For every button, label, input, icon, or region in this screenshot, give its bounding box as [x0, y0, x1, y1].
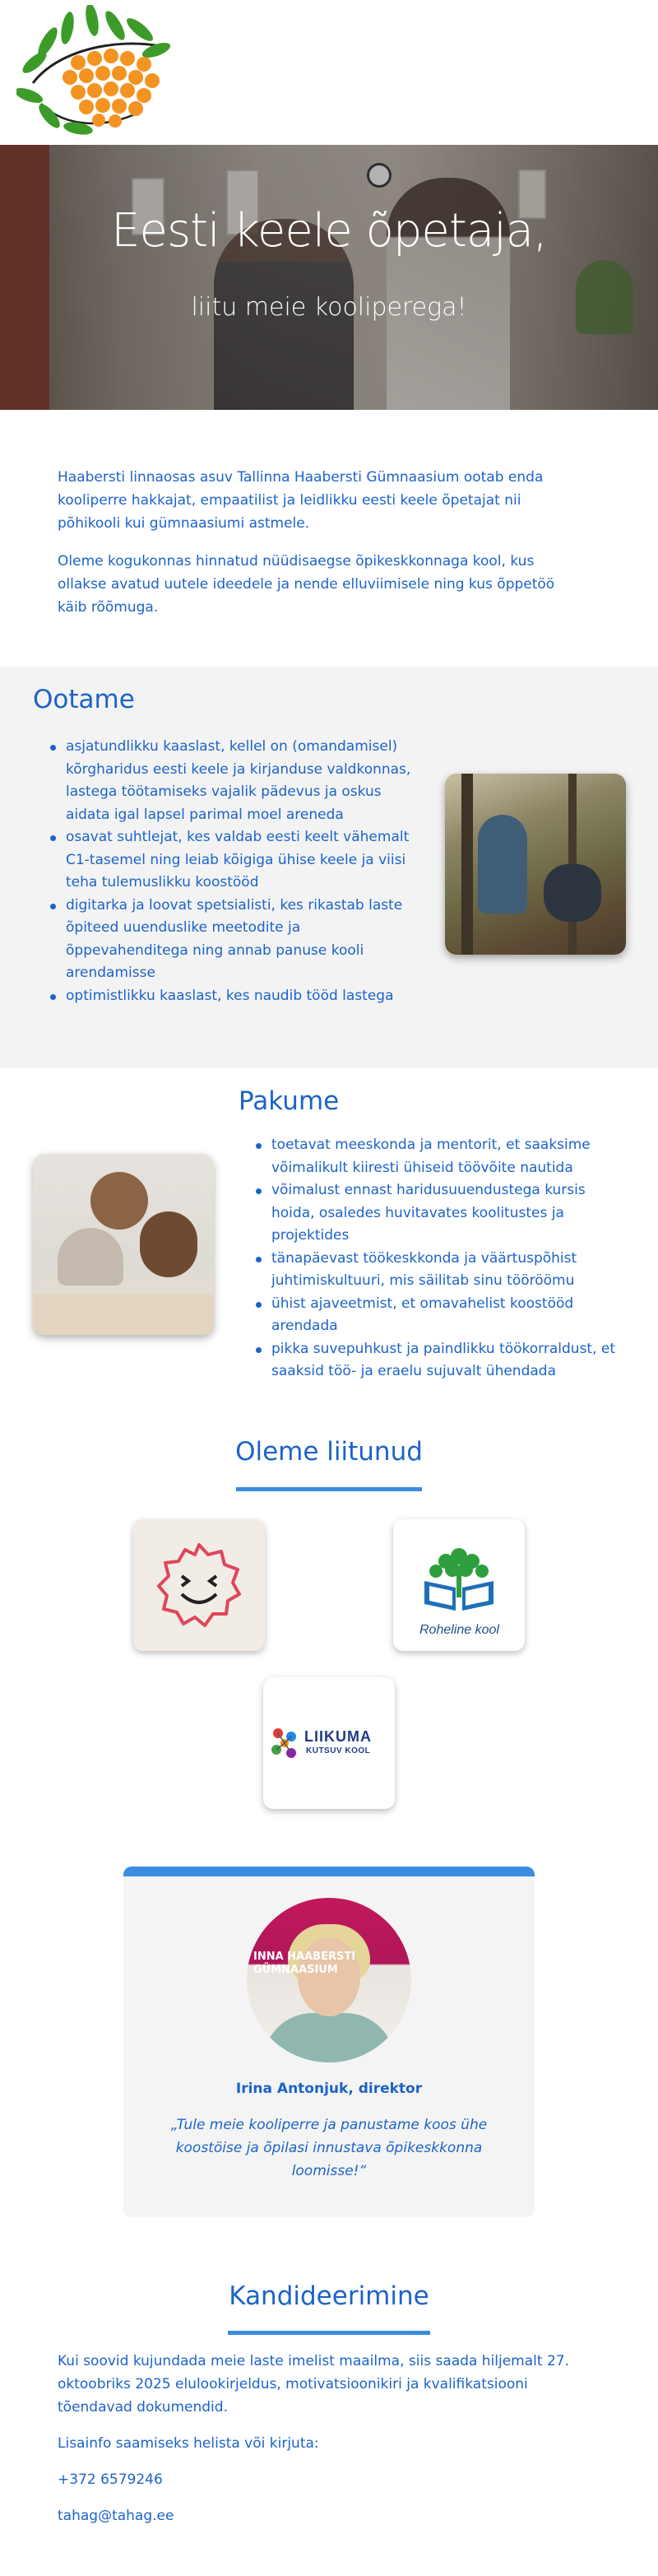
list-item: asjatundlikku kaaslast, kellel on (omandamisel) kõrgharidus eesti keele ja kirjanduse valdkonnas, lastega töötamiseks vajalik pädevus ja oskus aidata igal lapsel parimal moel areneda [33, 736, 419, 826]
photo-tree [461, 774, 473, 955]
photo-table [33, 1294, 214, 1335]
portrait-body [263, 2013, 395, 2062]
partners-title: Oleme liitunud [235, 1437, 423, 1467]
portrait-sign: INNA HAABERSTI GÜMNAASIUM [253, 1951, 356, 1976]
ootame-title: Ootame [33, 685, 135, 714]
photo-figure [544, 864, 601, 922]
apply-section [58, 2350, 600, 2541]
roheline-kool-label: Roheline kool [419, 1623, 499, 1637]
title-underline [228, 2331, 430, 2335]
list-item: pikka suvepuhkust ja paindlikku töökorraldust, et saaksid töö- ja eraelu sujuvalt ühendada [239, 1338, 625, 1383]
pakume-section [0, 1068, 658, 1406]
list-item: tänapäevast töökeskkonda ja väärtuspõhist juhtimiskultuuri, mis säilitab sinu tööröömu [239, 1248, 625, 1293]
list-item: toetavat meeskonda ja mentorit, et saaksime võimalikult kiiresti ühiseid töövõite nautida [239, 1134, 625, 1179]
photo-figure [90, 1172, 148, 1230]
pakume-title: Pakume [239, 1086, 340, 1116]
roheline-kool-badge[interactable] [393, 1519, 525, 1651]
director-name: Irina Antonjuk, direktor [235, 2081, 423, 2097]
hero-subtitle: liitu meie kooliperega! [191, 293, 467, 322]
intro-paragraph: Haabersti linnaosas asuv Tallinna Haabersti Gümnaasium ootab enda kooliperre hakkajat, empaatilist ja leidlikku eesti keele õpetajat nii põhikooli kui gümnaasiumi astmele. [58, 469, 544, 532]
phone-link[interactable]: +372 6579246 [58, 2471, 163, 2488]
director-portrait [247, 1898, 411, 2062]
list-item: digitarka ja loovat spetsialisti, kes rikastab laste õpiteed uuenduslike meetodite ja õppevahenditega ning annab panuse kooli arendamisse [33, 895, 419, 985]
hero-banner [0, 145, 658, 410]
photo-figure [140, 1211, 197, 1277]
forest-photo [445, 774, 626, 955]
kiva-smile-badge-icon [154, 1540, 244, 1630]
title-underline [236, 1487, 422, 1491]
rowan-berry-logo-icon [16, 5, 173, 137]
hero-overlay [0, 145, 658, 410]
school-logo[interactable] [16, 5, 173, 137]
portrait-face [298, 1937, 360, 2016]
director-quote: „Tule meie kooliperre ja panustame koos ühe koostöise ja õpilasi innustava õpikeskkonna loomisse!“ [170, 2117, 488, 2179]
liikuma-label: LIIKUMA [304, 1728, 372, 1745]
kutsuv-kool-label: KUTSUV KOOL [306, 1746, 371, 1755]
list-item: optimistlikku kaaslast, kes naudib tööd lastega [33, 985, 419, 1008]
ootame-list [33, 736, 419, 1007]
apply-title: Kandideerimine [229, 2281, 429, 2311]
ootame-section [0, 667, 658, 1068]
intro-paragraph: Oleme kogukonnas hinnatud nüüdisaegse õpikeskkonnaga kool, kus ollakse avatud uutele ideedele ja nende elluviimisele ning kus õppetöö käib rõõmuga. [58, 553, 555, 616]
roheline-kool-badge-icon [410, 1540, 508, 1630]
intro-section [58, 466, 584, 634]
director-card [123, 1867, 535, 2217]
hero-title: Eesti keele õpetaja, [111, 204, 547, 258]
kiva-badge[interactable] [133, 1519, 265, 1651]
list-item: ühist ajaveetmist, et omavahelist koostööd arendada [239, 1293, 625, 1338]
family-photo [33, 1154, 214, 1335]
apply-paragraph: Kui soovid kujundada meie laste imelist maailma, siis saada hiljemalt 27. oktoobriks 2025 elulookirjeldus, motivatsioonikiri ja kvalifikatsiooni tõendavad dokumendid. [58, 2353, 569, 2416]
email-link[interactable]: tahag@tahag.ee [58, 2508, 174, 2524]
pakume-list [239, 1134, 625, 1383]
liikuma-kutsuv-kool-badge-icon [268, 1725, 301, 1761]
card-accent-bar [123, 1867, 535, 1876]
photo-figure [58, 1228, 123, 1286]
photo-figure [478, 815, 527, 914]
apply-info: Lisainfo saamiseks helista või kirjuta: [58, 2435, 319, 2452]
list-item: võimalust ennast haridusuuendustega kursis hoida, osaledes huvitavates koolitustes ja projektides [239, 1179, 625, 1248]
liikuma-kutsuv-kool-badge[interactable] [263, 1677, 395, 1809]
list-item: osavat suhtlejat, kes valdab eesti keelt vähemalt C1-tasemel ning leiab kõigiga ühise keele ja viisi teha tulemuslikku koostööd [33, 826, 419, 895]
